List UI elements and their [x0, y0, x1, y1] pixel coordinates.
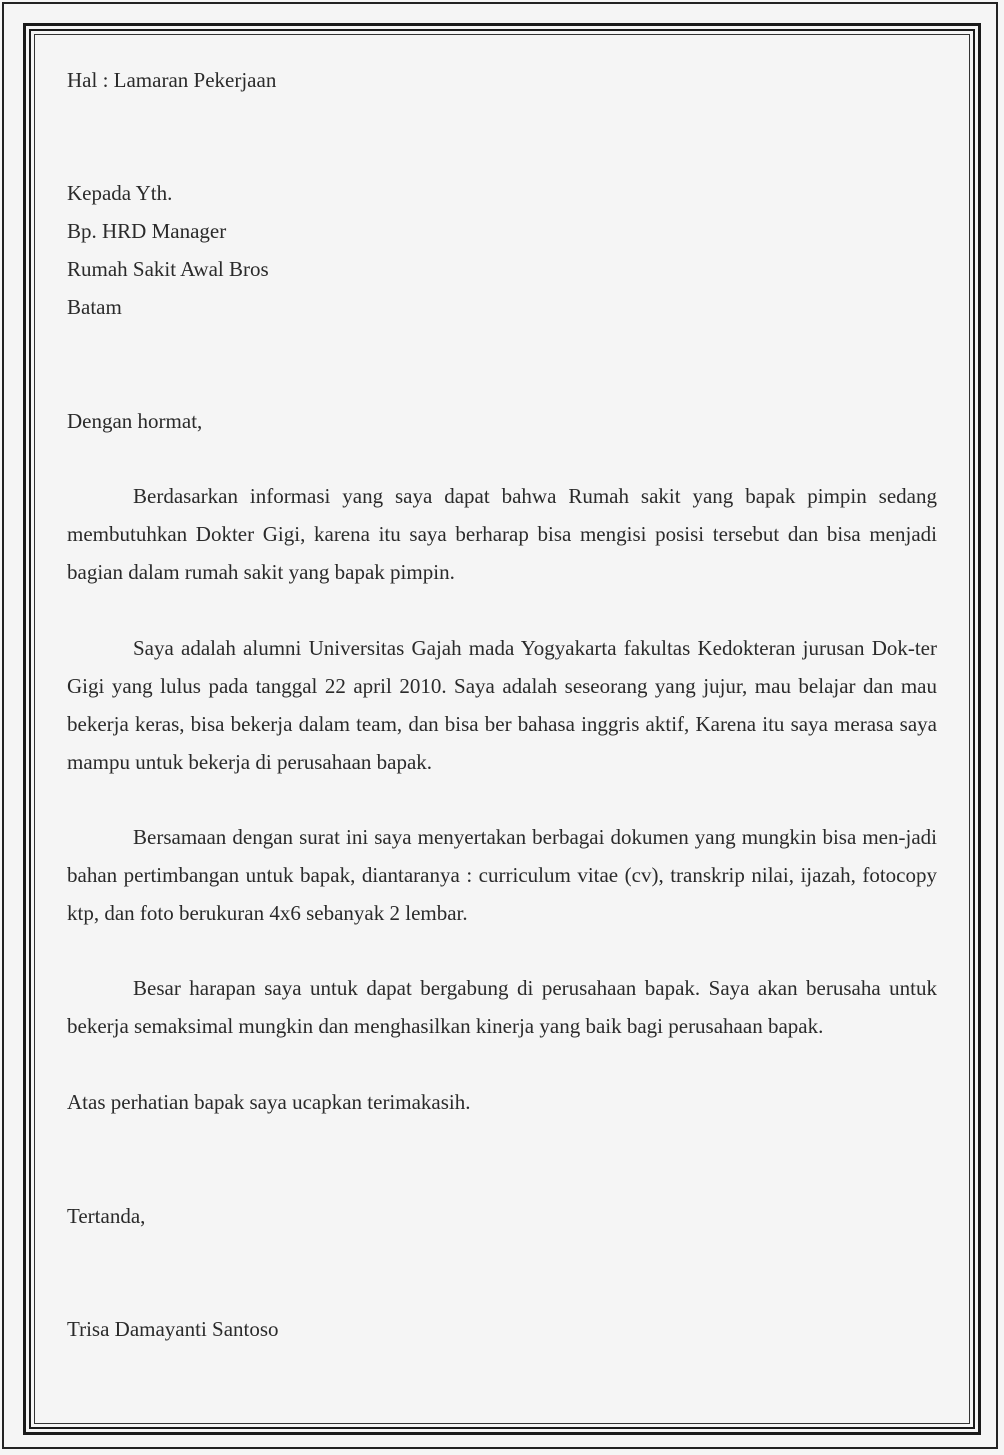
paragraph-1-text: Berdasarkan informasi yang saya dapat bahwa Rumah sakit yang bapak pimpin sedang membutuhkan Dokter Gigi, karena itu saya berharap bisa mengisi posisi tersebut dan bisa menjadi bagian dalam rumah sakit yang bapak pimpin. — [67, 484, 937, 584]
recipient-organization: Rumah Sakit Awal Bros — [67, 257, 269, 281]
letter-subject: Hal : Lamaran Pekerjaan — [67, 68, 277, 92]
paragraph-4-text: Besar harapan saya untuk dapat bergabung di perusahaan bapak. Saya akan berusaha untuk bekerja semaksimal mungkin dan menghasilkan kinerja yang baik bagi perusahaan bapak. — [67, 976, 937, 1038]
paragraph-1 — [67, 477, 937, 591]
paragraph-3-text: Bersamaan dengan surat ini saya menyertakan berbagai dokumen yang mungkin bisa men-jadi bahan pertimbangan untuk bapak, diantaranya : curriculum vitae (cv), transkrip nilai, ijazah, fotocopy ktp, dan foto berukuran 4x6 sebanyak 2 lembar. — [67, 825, 937, 925]
closing-line: Atas perhatian bapak saya ucapkan terimakasih. — [67, 1090, 471, 1114]
paragraph-3 — [67, 818, 937, 932]
recipient-title: Bp. HRD Manager — [67, 219, 227, 243]
signer-name: Trisa Damayanti Santoso — [67, 1317, 279, 1341]
paragraph-2 — [67, 629, 937, 781]
paragraph-2-text: Saya adalah alumni Universitas Gajah mada Yogyakarta fakultas Kedokteran jurusan Dok-ter Gigi yang lulus pada tanggal 22 april 2010. Saya adalah seseorang yang jujur, mau belajar dan mau bekerja keras, bisa bekerja dalam team, dan bisa ber bahasa inggris aktif, Karena itu saya merasa saya mampu untuk bekerja di perusahaan bapak. — [67, 636, 937, 774]
sign-off: Tertanda, — [67, 1204, 146, 1228]
recipient-salutation: Kepada Yth. — [67, 181, 173, 205]
recipient-city: Batam — [67, 295, 122, 319]
paragraph-4 — [67, 969, 937, 1045]
letter-greeting: Dengan hormat, — [67, 409, 203, 433]
